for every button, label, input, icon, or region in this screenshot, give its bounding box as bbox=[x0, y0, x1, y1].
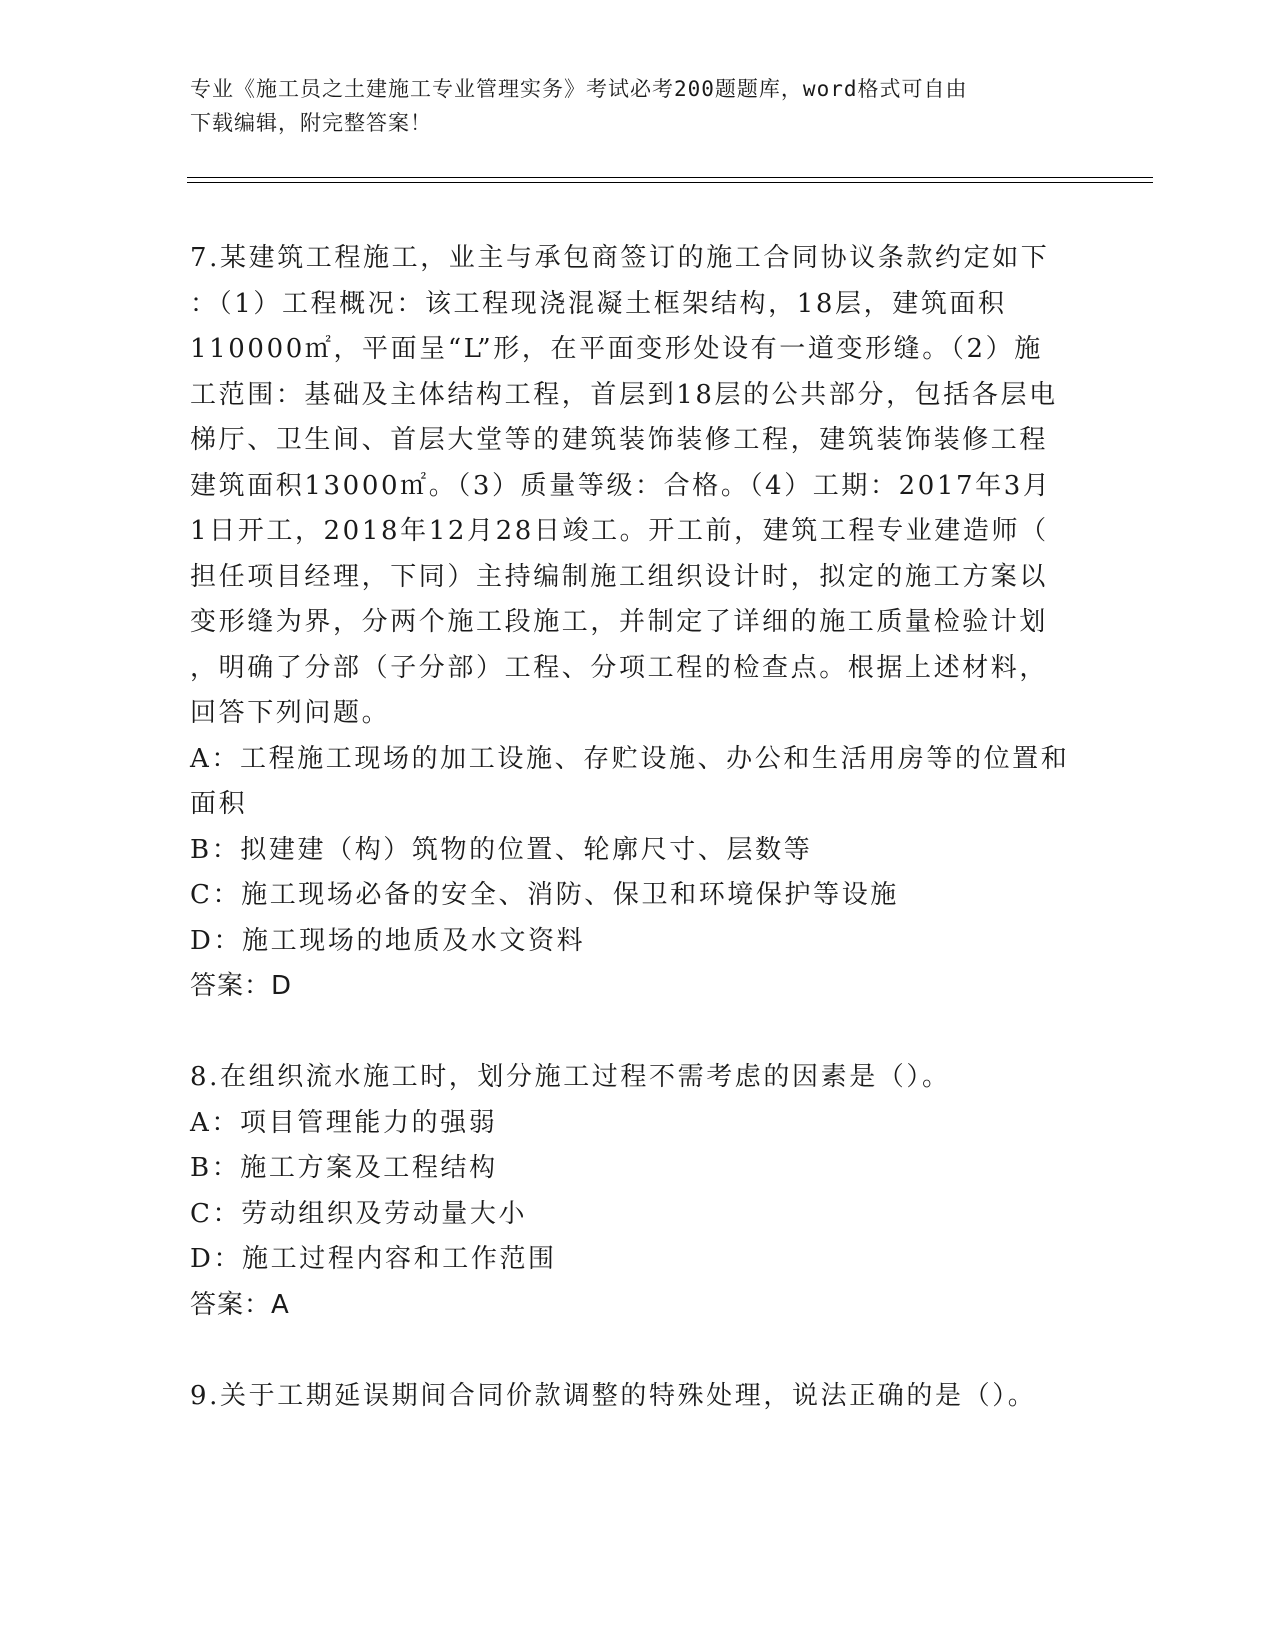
question-spacer bbox=[190, 1010, 1090, 1056]
question-7-stem-line: 担任项目经理，下同）主持编制施工组织设计时，拟定的施工方案以 bbox=[190, 561, 1049, 592]
question-8-option-c: C：劳动组织及劳动量大小 bbox=[190, 1198, 528, 1229]
question-9 bbox=[190, 1374, 1090, 1420]
question-7-stem-line: ：（1）工程概况：该工程现浇混凝土框架结构，18层，建筑面积 bbox=[190, 288, 1007, 319]
question-7-stem-line: 工范围：基础及主体结构工程，首层到18层的公共部分，包括各层电 bbox=[190, 379, 1058, 410]
question-8-answer: 答案：A bbox=[190, 1289, 290, 1320]
question-list bbox=[190, 236, 1090, 1419]
question-8-option-d: D：施工过程内容和工作范围 bbox=[190, 1244, 557, 1274]
question-7-stem-line: 建筑面积13000㎡。（3）质量等级：合格。（4）工期：2017年3月 bbox=[190, 470, 1052, 501]
header-line-2: 下载编辑，附完整答案！ bbox=[190, 111, 432, 135]
question-7 bbox=[190, 236, 1090, 1010]
question-7-option-b: B：拟建建（构）筑物的位置、轮廓尺寸、层数等 bbox=[190, 834, 813, 865]
document-header bbox=[190, 72, 1090, 140]
question-7-stem-line: 7.某建筑工程施工，业主与承包商签订的施工合同协议条款约定如下 bbox=[190, 243, 1050, 273]
question-8-stem: 8.在组织流水施工时，划分施工过程不需考虑的因素是（）。 bbox=[190, 1062, 951, 1092]
question-7-stem-line: 变形缝为界，分两个施工段施工，并制定了详细的施工质量检验计划 bbox=[190, 607, 1049, 637]
question-7-stem-line: ，明确了分部（子分部）工程、分项工程的检查点。根据上述材料， bbox=[190, 652, 1049, 683]
question-7-option-a-cont: 面积 bbox=[190, 789, 248, 819]
question-9-stem: 9.关于工期延误期间合同价款调整的特殊处理，说法正确的是（）。 bbox=[190, 1380, 1037, 1411]
question-7-stem-line: 梯厅、卫生间、首层大堂等的建筑装饰装修工程，建筑装饰装修工程 bbox=[190, 425, 1049, 455]
question-7-stem-line: 回答下列问题。 bbox=[190, 698, 391, 728]
header-divider-top bbox=[187, 177, 1153, 178]
question-8-option-b: B：施工方案及工程结构 bbox=[190, 1153, 498, 1183]
question-7-option-d: D：施工现场的地质及水文资料 bbox=[190, 925, 586, 956]
header-divider-bottom bbox=[187, 182, 1153, 183]
question-8 bbox=[190, 1055, 1090, 1328]
question-7-stem-line: 110000㎡，平面呈“L”形，在平面变形处设有一道变形缝。（2）施 bbox=[190, 334, 1043, 364]
question-7-option-c: C：施工现场必备的安全、消防、保卫和环境保护等设施 bbox=[190, 880, 899, 910]
question-8-option-a: A：项目管理能力的强弱 bbox=[190, 1107, 498, 1138]
question-7-stem-line: 1日开工，2018年12月28日竣工。开工前，建筑工程专业建造师（ bbox=[190, 516, 1049, 546]
question-7-option-a: A：工程施工现场的加工设施、存贮设施、办公和生活用房等的位置和 bbox=[190, 743, 1070, 774]
question-7-answer: 答案：D bbox=[190, 971, 293, 1001]
header-line-1: 专业《施工员之土建施工专业管理实务》考试必考200题题库，word格式可自由 bbox=[190, 77, 968, 101]
question-spacer bbox=[190, 1328, 1090, 1374]
